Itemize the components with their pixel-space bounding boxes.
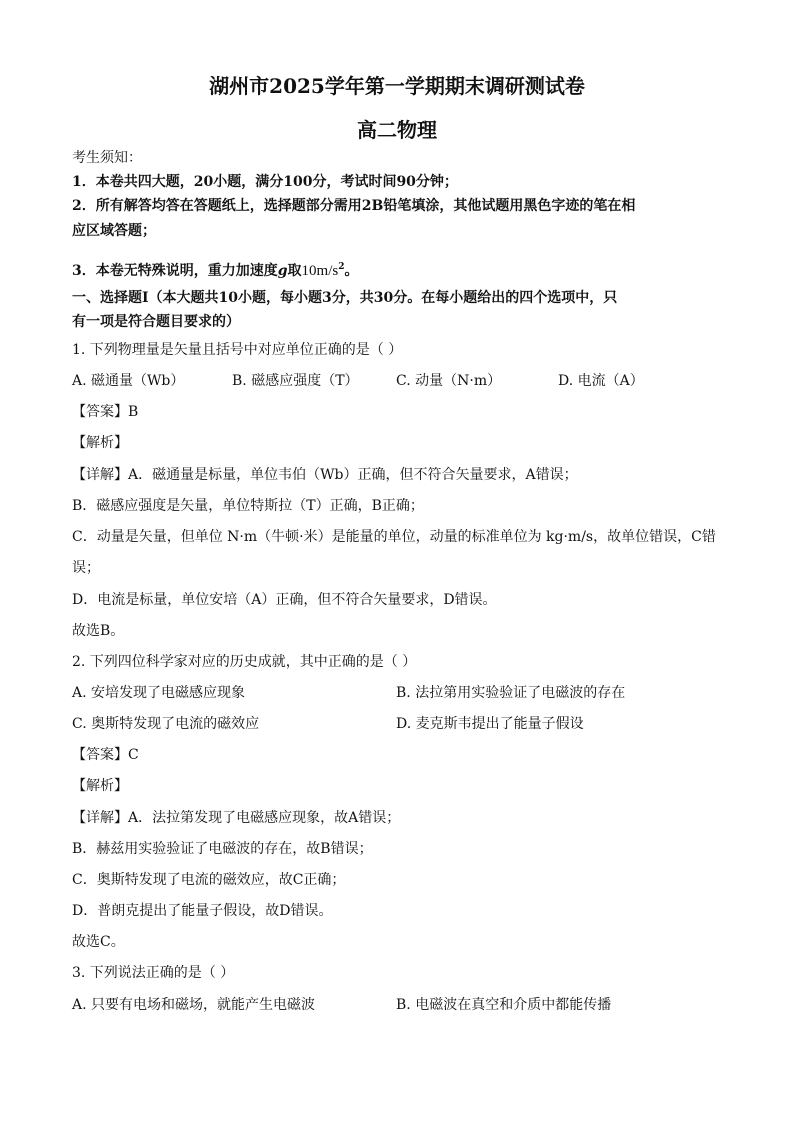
exam-title: 湖州市2025学年第一学期期末调研测试卷 (209, 74, 585, 98)
q1-option-b: B. 磁感应强度（T） (232, 373, 359, 389)
q3-option-b: B. 电磁波在真空和介质中都能传播 (396, 997, 612, 1013)
q1-analysis-label: 【解析】 (72, 435, 128, 451)
q1-detail-3-cont: 误； (72, 560, 100, 576)
q2-stem: 2. 下列四位科学家对应的历史成就，其中正确的是（ ） (72, 654, 417, 670)
section-1-heading-line-1: 一、选择题Ⅰ（本大题共10小题，每小题3分，共30分。在每小题给出的四个选项中，只 (72, 290, 618, 306)
q2-option-b: B. 法拉第用实验验证了电磁波的存在 (396, 685, 626, 701)
q1-detail-2: B．磁感应强度是矢量，单位特斯拉（T）正确，B正确； (72, 498, 424, 514)
q3-stem: 3. 下列说法正确的是（ ） (72, 965, 235, 981)
q1-option-c: C. 动量（N·m） (396, 373, 502, 389)
notice-item-2-line-2: 应区域答题； (72, 223, 156, 239)
q2-detail-4: D．普朗克提出了能量子假设，故D错误。 (72, 903, 333, 919)
q1-detail-1: 【详解】A．磁通量是标量，单位韦伯（Wb）正确，但不符合矢量要求，A错误； (72, 467, 578, 483)
notice-item-3-prefix: 3．本卷无特殊说明，重力加速度 (72, 263, 278, 279)
notice-item-3-mid: 取 (287, 263, 302, 279)
q2-option-a: A. 安培发现了电磁感应现象 (72, 685, 246, 701)
notice-item-1: 1．本卷共四大题，20小题，满分100分，考试时间90分钟； (72, 174, 458, 190)
notice-heading: 考生须知： (72, 150, 142, 166)
q1-answer: 【答案】B (72, 404, 139, 420)
q2-option-d: D. 麦克斯韦提出了能量子假设 (396, 716, 584, 732)
q1-stem: 1. 下列物理量是矢量且括号中对应单位正确的是（ ） (72, 342, 403, 358)
notice-item-3-end: 。 (344, 263, 359, 279)
q3-option-a: A. 只要有电场和磁场，就能产生电磁波 (72, 997, 316, 1013)
q1-conclusion: 故选B。 (72, 623, 125, 639)
q2-option-c: C. 奥斯特发现了电流的磁效应 (72, 716, 260, 732)
q2-detail-3: C．奥斯特发现了电流的磁效应，故C正确； (72, 872, 346, 888)
q1-detail-3: C．动量是矢量，但单位 N·m（牛顿·米）是能量的单位，动量的标准单位为 kg·m/s，故单位错误，C错 (72, 529, 716, 545)
q2-detail-2: B．赫兹用实验验证了电磁波的存在，故B错误； (72, 841, 373, 857)
q1-option-d: D. 电流（A） (558, 373, 644, 389)
q1-detail-4: D．电流是标量，单位安培（A）正确，但不符合矢量要求，D错误。 (72, 592, 497, 608)
q2-answer: 【答案】C (72, 747, 139, 763)
q2-conclusion: 故选C。 (72, 934, 125, 950)
notice-item-2-line-1: 2．所有解答均答在答题纸上，选择题部分需用2B铅笔填涂，其他试题用黑色字迹的笔在相 (72, 198, 636, 214)
gravity-value: 10m/s (301, 263, 339, 279)
gravity-symbol: g (277, 263, 288, 279)
q2-analysis-label: 【解析】 (72, 778, 128, 794)
q1-option-a: A. 磁通量（Wb） (72, 373, 185, 389)
gravity-exponent: 2 (338, 262, 345, 272)
q2-detail-1: 【详解】A．法拉第发现了电磁感应现象，故A错误； (72, 810, 401, 826)
exam-subtitle: 高二物理 (357, 118, 437, 142)
notice-item-3 (72, 257, 359, 281)
section-1-heading-line-2: 有一项是符合题目要求的） (72, 314, 240, 330)
